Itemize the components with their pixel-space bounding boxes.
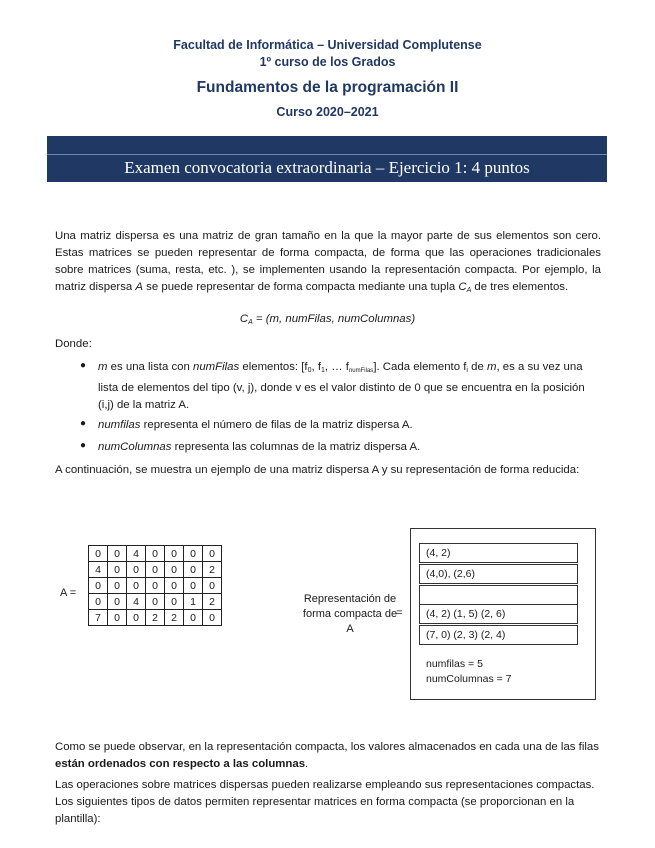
bullet-numcolumnas: numColumnas representa las columnas de la matriz dispersa A. — [98, 441, 421, 453]
matrix-cell: 0 — [184, 610, 203, 626]
equals-sign: = — [396, 607, 403, 619]
compact-row: (4, 2) (1, 5) (2, 6) — [419, 604, 578, 624]
faculty-line: Facultad de Informática – Universidad Complutense — [173, 38, 482, 52]
matrix-cell: 0 — [184, 562, 203, 578]
ordering-paragraph: Como se puede observar, en la representación compacta, los valores almacenados en cada una de las filas están ordenados con respecto a las columnas. — [55, 741, 599, 770]
matrix-cell: 0 — [108, 578, 127, 594]
compact-row: (4, 2) — [419, 543, 578, 563]
matrix-cell: 0 — [89, 546, 108, 562]
dimensions-text — [426, 657, 512, 687]
example-intro: A continuación, se muestra un ejemplo de una matriz dispersa A y su representación de forma reducida: — [55, 464, 580, 476]
matrix-cell: 0 — [165, 562, 184, 578]
matrix-cell: 0 — [146, 546, 165, 562]
matrix-cell: 4 — [127, 594, 146, 610]
matrix-cell: 2 — [165, 610, 184, 626]
matrix-row — [89, 594, 222, 610]
course-line: 1º curso de los Grados — [259, 55, 396, 69]
matrix-cell: 0 — [108, 610, 127, 626]
numfilas-value: numfilas = 5 — [426, 658, 483, 670]
matrix-cell: 0 — [184, 578, 203, 594]
sparse-matrix — [88, 545, 222, 626]
matrix-cell: 0 — [89, 578, 108, 594]
donde-label: Donde: — [55, 338, 92, 350]
matrix-cell: 0 — [203, 610, 222, 626]
matrix-row — [89, 562, 222, 578]
matrix-cell: 0 — [108, 594, 127, 610]
tuple-formula: $C_A = (m$, numFilas, numColumnas) — [239, 313, 416, 326]
academic-year: Curso 2020–2021 — [276, 105, 379, 119]
compact-label: Representación de forma compacta de A — [302, 593, 398, 635]
numcolumnas-value: numColumnas = 7 — [426, 673, 512, 685]
matrix-label: A = — [60, 587, 77, 599]
matrix-row — [89, 578, 222, 594]
matrix-cell: 0 — [184, 546, 203, 562]
matrix-row — [89, 546, 222, 562]
bullet-m: m es una lista con numFilas elementos: [$f_0$, $f_1$, … $f_{numFilas}$]. Cada elemento $f_i$ de m, es a su vez una lista de elementos del tipo (v, j), donde v es el valor distinto de 0 que se encuentra en la posición (i,j) de la matriz A. — [98, 361, 585, 411]
matrix-cell: 0 — [146, 562, 165, 578]
subject-title: Fundamentos de la programación II — [196, 79, 459, 96]
matrix-cell: 1 — [184, 594, 203, 610]
matrix-cell: 0 — [165, 594, 184, 610]
matrix-cell: 4 — [127, 546, 146, 562]
matrix-cell: 0 — [146, 594, 165, 610]
matrix-cell: 0 — [127, 562, 146, 578]
compact-row — [419, 585, 578, 605]
matrix-cell: 0 — [108, 546, 127, 562]
compact-row: (7, 0) (2, 3) (2, 4) — [419, 625, 578, 645]
bullet-numfilas: numfilas representa el número de filas de la matriz dispersa A. — [98, 419, 413, 431]
bullet-dot-icon: ● — [80, 440, 87, 451]
matrix-cell: 0 — [127, 610, 146, 626]
matrix-cell: 0 — [89, 594, 108, 610]
matrix-cell: 7 — [89, 610, 108, 626]
matrix-cell: 0 — [203, 578, 222, 594]
matrix-cell: 2 — [146, 610, 165, 626]
matrix-cell: 2 — [203, 594, 222, 610]
exam-banner — [47, 136, 607, 182]
compact-row: (4,0), (2,6) — [419, 564, 578, 584]
matrix-cell: 0 — [165, 546, 184, 562]
matrix-cell: 0 — [165, 578, 184, 594]
intro-paragraph: Una matriz dispersa es una matriz de gran tamaño en la que la mayor parte de sus elementos son cero. Estas matrices se pueden representar de forma compacta, de forma que las operaciones tradicionales sobre matrices (suma, resta, etc. ), se implementen usando la representación compacta. Por ejemplo, la matriz dispersa A se puede representar de forma compacta mediante una tupla $C_A$ de tres elementos. — [55, 230, 601, 294]
matrix-cell: 0 — [203, 546, 222, 562]
matrix-row — [89, 610, 222, 626]
matrix-cell: 2 — [203, 562, 222, 578]
operations-paragraph: Las operaciones sobre matrices dispersas pueden realizarse empleando sus representaciones compactas. Los siguientes tipos de datos permiten representar matrices en forma compacta (se proporcionan en la plantilla): — [55, 779, 595, 825]
bullet-dot-icon: ● — [80, 360, 87, 371]
matrix-cell: 0 — [127, 578, 146, 594]
banner-title: Examen convocatoria extraordinaria – Ejercicio 1: 4 puntos — [124, 158, 530, 177]
matrix-cell: 0 — [108, 562, 127, 578]
banner-divider — [47, 154, 607, 155]
matrix-cell: 0 — [146, 578, 165, 594]
bullet-dot-icon: ● — [80, 418, 87, 429]
matrix-cell: 4 — [89, 562, 108, 578]
